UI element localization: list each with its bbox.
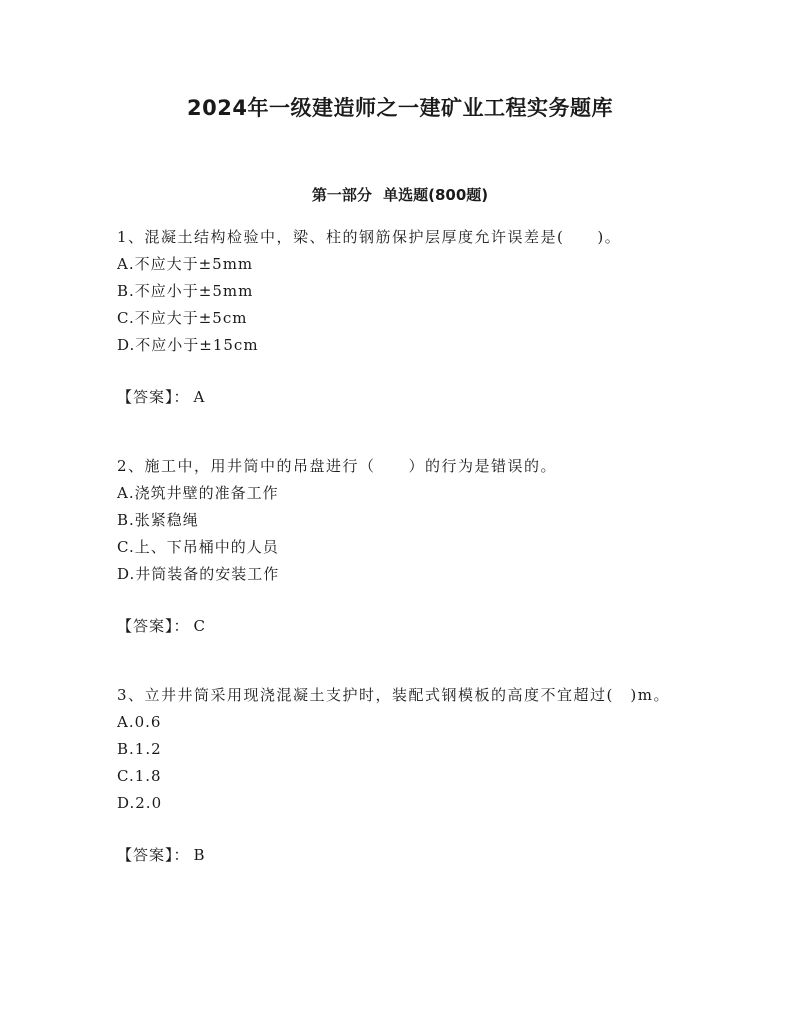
option-c: C.1.8 — [117, 767, 162, 785]
answer-label: 【答案】： — [117, 846, 190, 864]
option-a: A.不应大于±5mm — [117, 255, 254, 273]
option-d: D.2.0 — [117, 794, 163, 812]
option-b: B.张紧稳绳 — [117, 511, 199, 529]
answer-value: B — [193, 846, 206, 864]
answer-line — [117, 613, 677, 640]
section-title: 第一部分 单选题(800题) — [311, 186, 489, 204]
option-d: D.井筒装备的安装工作 — [117, 565, 280, 583]
option-a: A.浇筑井壁的准备工作 — [117, 484, 279, 502]
answer-label: 【答案】： — [117, 388, 190, 406]
question-stem: 2、施工中，用井筒中的吊盘进行（ ）的行为是错误的。 — [117, 457, 558, 475]
question-spacer — [117, 640, 677, 682]
question-2 — [117, 453, 677, 640]
option-a: A.0.6 — [117, 713, 162, 731]
answer-value: C — [193, 617, 206, 635]
option-c: C.上、下吊桶中的人员 — [117, 538, 279, 556]
option-b: B.1.2 — [117, 740, 162, 758]
answer-label: 【答案】： — [117, 617, 190, 635]
question-3 — [117, 682, 677, 869]
option-b: B.不应小于±5mm — [117, 282, 254, 300]
question-list — [117, 224, 677, 869]
document-title: 2024年一级建造师之一建矿业工程实务题库 — [187, 96, 613, 120]
answer-line — [117, 384, 677, 411]
answer-line — [117, 842, 677, 869]
option-c: C.不应大于±5cm — [117, 309, 248, 327]
answer-value: A — [193, 388, 206, 406]
question-1 — [117, 224, 677, 411]
question-stem: 3、立井井筒采用现浇混凝土支护时，装配式钢模板的高度不宜超过( )m。 — [117, 686, 670, 704]
question-spacer — [117, 411, 677, 453]
option-d: D.不应小于±15cm — [117, 336, 259, 354]
question-stem: 1、混凝土结构检验中，梁、柱的钢筋保护层厚度允许误差是( )。 — [117, 228, 622, 246]
